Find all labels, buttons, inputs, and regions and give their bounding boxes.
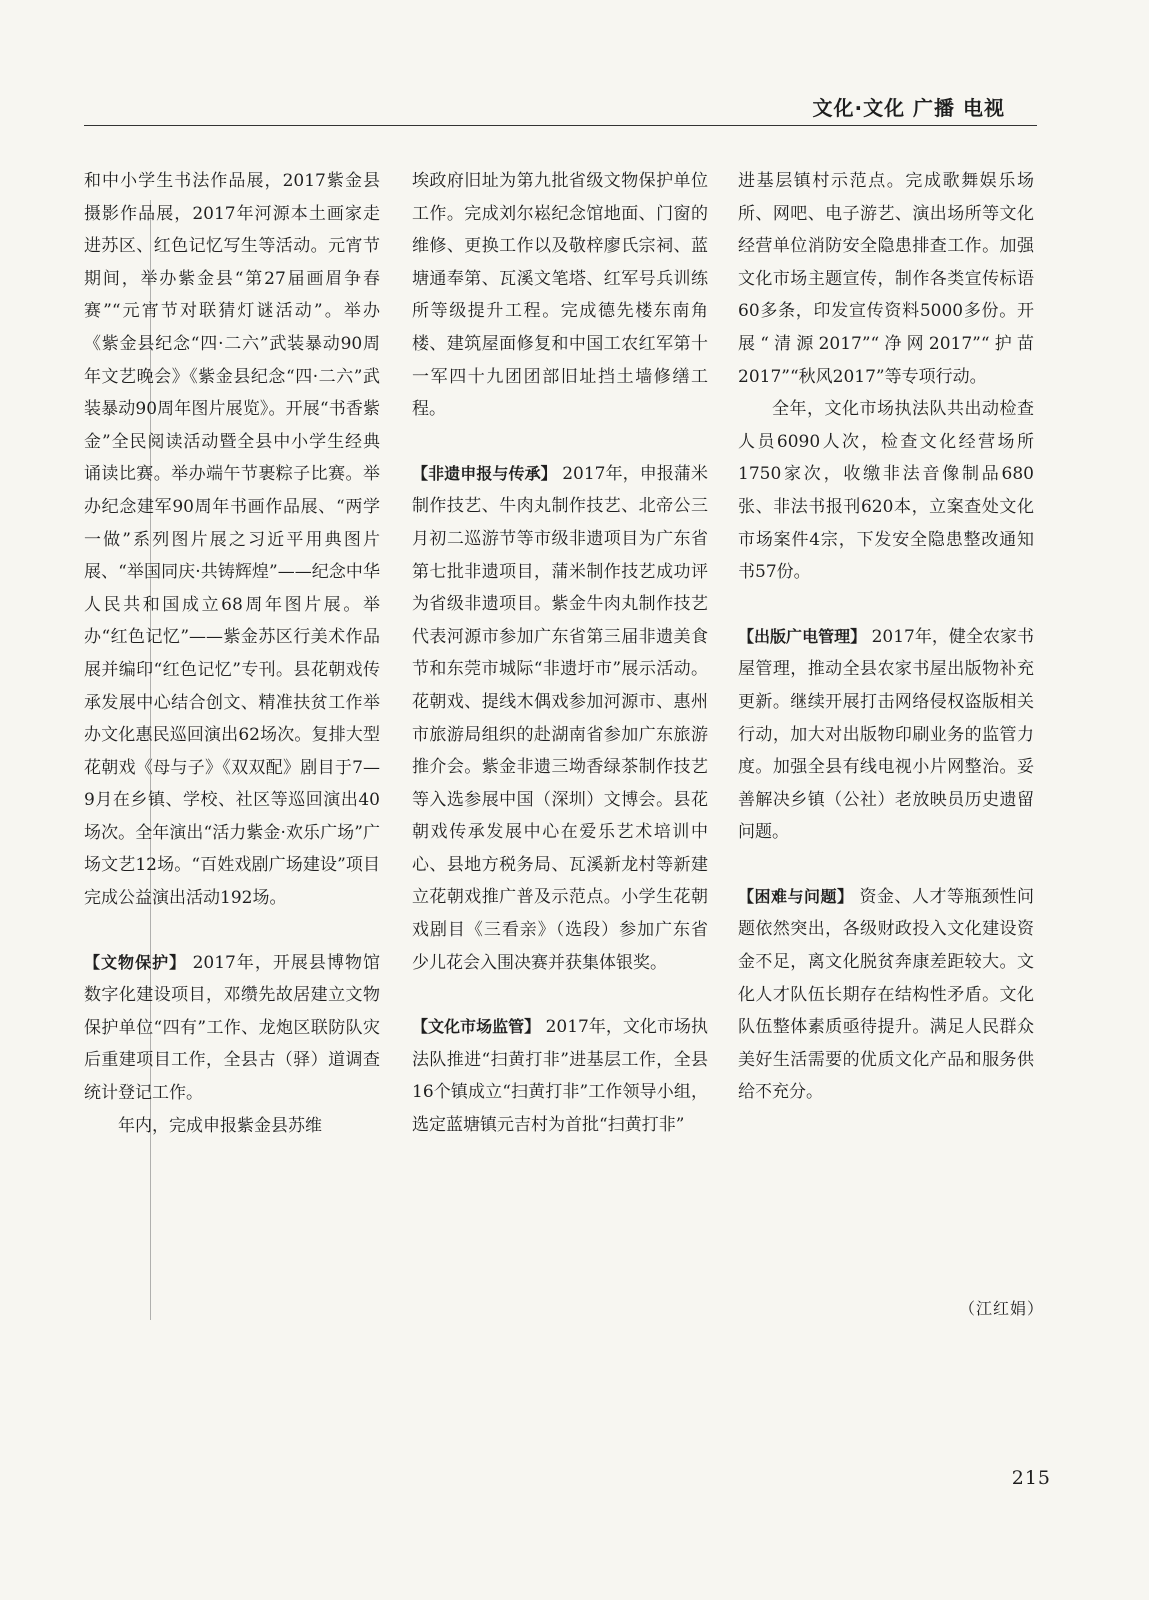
header-title: 文化·文化 广播 电视 bbox=[812, 96, 1005, 120]
col3-paragraph-problems bbox=[738, 881, 1034, 1109]
section-title-publishing: 【出版广电管理】 bbox=[738, 626, 867, 646]
section-title-market: 【文化市场监管】 bbox=[412, 1017, 541, 1037]
col1-paragraph-3: 年内，完成申报紫金县苏维 bbox=[118, 1115, 322, 1136]
col3-paragraph-1: 进基层镇村示范点。完成歌舞娱乐场所、网吧、电子游艺、演出场所等文化经营单位消防安全隐患排查工作。加强文化市场主题宣传，制作各类宣传标语60多条，印发宣传资料5000多份。开展“清源2017”“净网2017”“护苗2017”“秋风2017”等专项行动。 bbox=[738, 171, 1034, 387]
col2-paragraph-market bbox=[412, 1011, 708, 1141]
running-header bbox=[84, 92, 1037, 126]
col2-paragraph-2-text: 2017年，申报蒲米制作技艺、牛肉丸制作技艺、北帝公三月初二巡游节等市级非遗项目为广东省第七批非遗项目，蒲米制作技艺成功评为省级非遗项目。紫金牛肉丸制作技艺代表河源市参加广东省第三届非遗美食节和东莞市城际“非遗圩市”展示活动。花朝戏、提线木偶戏参加河源市、惠州市旅游局组织的赴湖南省参加广东旅游推介会。紫金非遗三坳香绿茶制作技艺等入选参展中国（深圳）文博会。县花朝戏传承发展中心在爱乐艺术培训中心、县地方税务局、瓦溪新龙村等新建立花朝戏推广普及示范点。小学生花朝戏剧目《三看亲》（选段）参加广东省少儿花会入围决赛并获集体银奖。 bbox=[412, 463, 708, 973]
column-3 bbox=[738, 165, 1034, 1109]
col2-paragraph-1: 埃政府旧址为第九批省级文物保护单位工作。完成刘尔崧纪念馆地面、门窗的维修、更换工作以及敬梓廖氏宗祠、蓝塘通奉第、瓦溪文笔塔、红军号兵训练所等级提升工程。完成德先楼东南角楼、建筑屋面修复和中国工农红军第十一军四十九团团部旧址挡土墙修缮工程。 bbox=[412, 171, 708, 420]
col1-paragraph-relics bbox=[84, 947, 380, 1110]
column-2 bbox=[412, 165, 708, 1142]
col2-paragraph-heritage bbox=[412, 458, 708, 980]
section-title-relics: 【文物保护】 bbox=[84, 952, 187, 972]
section-title-problems: 【困难与问题】 bbox=[738, 886, 854, 906]
col2-paragraph-3-text: 2017年，文化市场执法队推进“扫黄打非”进基层工作，全县16个镇成立“扫黄打非”工作领导小组，选定蓝塘镇元吉村为首批“扫黄打非” bbox=[412, 1017, 708, 1136]
col1-paragraph-1: 和中小学生书法作品展，2017紫金县摄影作品展，2017年河源本土画家走进苏区、红色记忆写生等活动。元宵节期间，举办紫金县“第27届画眉争春赛”“元宵节对联猜灯谜活动”。举办《紫金县纪念“四·二六”武装暴动90周年文艺晚会》《紫金县纪念“四·二六”武装暴动90周年图片展览》。开展“书香紫金”全民阅读活动暨全县中小学生经典诵读比赛。举办端午节裹粽子比赛。举办纪念建军90周年书画作品展、“两学一做”系列图片展之习近平用典图片展、“举国同庆·共铸辉煌”——纪念中华人民共和国成立68周年图片展。举办“红色记忆”——紫金苏区行美术作品展并编印“红色记忆”专刊。县花朝戏传承发展中心结合创文、精准扶贫工作举办文化惠民巡回演出62场次。复排大型花朝戏《母与子》《双双配》剧目于7—9月在乡镇、学校、社区等巡回演出40场次。全年演出“活力紫金·欢乐广场”广场文艺12场。“百姓戏剧广场建设”项目完成公益演出活动192场。 bbox=[84, 171, 380, 909]
col3-paragraph-2: 全年，文化市场执法队共出动检查人员6090人次，检查文化经营场所1750家次，收缴非法音像制品680张、非法书报刊620本，立案查处文化市场案件4宗，下发安全隐患整改通知书57份。 bbox=[738, 399, 1034, 583]
author-credit: （江红娟） bbox=[958, 1299, 1044, 1318]
col3-paragraph-3-text: 2017年，健全农家书屋管理，推动全县农家书屋出版物补充更新。继续开展打击网络侵权盗版相关行动，加大对出版物印刷业务的监管力度。加强全县有线电视小片网整治。妥善解决乡镇（公社）老放映员历史遗留问题。 bbox=[738, 626, 1034, 843]
column-1 bbox=[84, 165, 380, 1142]
col3-paragraph-4-text: 资金、人才等瓶颈性问题依然突出，各级财政投入文化建设资金不足，离文化脱贫奔康差距较大。文化人才队伍长期存在结构性矛盾。文化队伍整体素质亟待提升。满足人民群众美好生活需要的优质文化产品和服务供给不充分。 bbox=[738, 886, 1034, 1103]
page-number: 215 bbox=[1011, 1467, 1051, 1489]
col1-paragraph-2-text: 2017年，开展县博物馆数字化建设项目，邓缵先故居建立文物保护单位“四有”工作、龙炮区联防队灾后重建项目工作，全县古（驿）道调查统计登记工作。 bbox=[84, 952, 380, 1104]
section-title-heritage: 【非遗申报与传承】 bbox=[412, 463, 557, 483]
col3-paragraph-publishing bbox=[738, 621, 1034, 849]
header-rule bbox=[84, 125, 1037, 126]
